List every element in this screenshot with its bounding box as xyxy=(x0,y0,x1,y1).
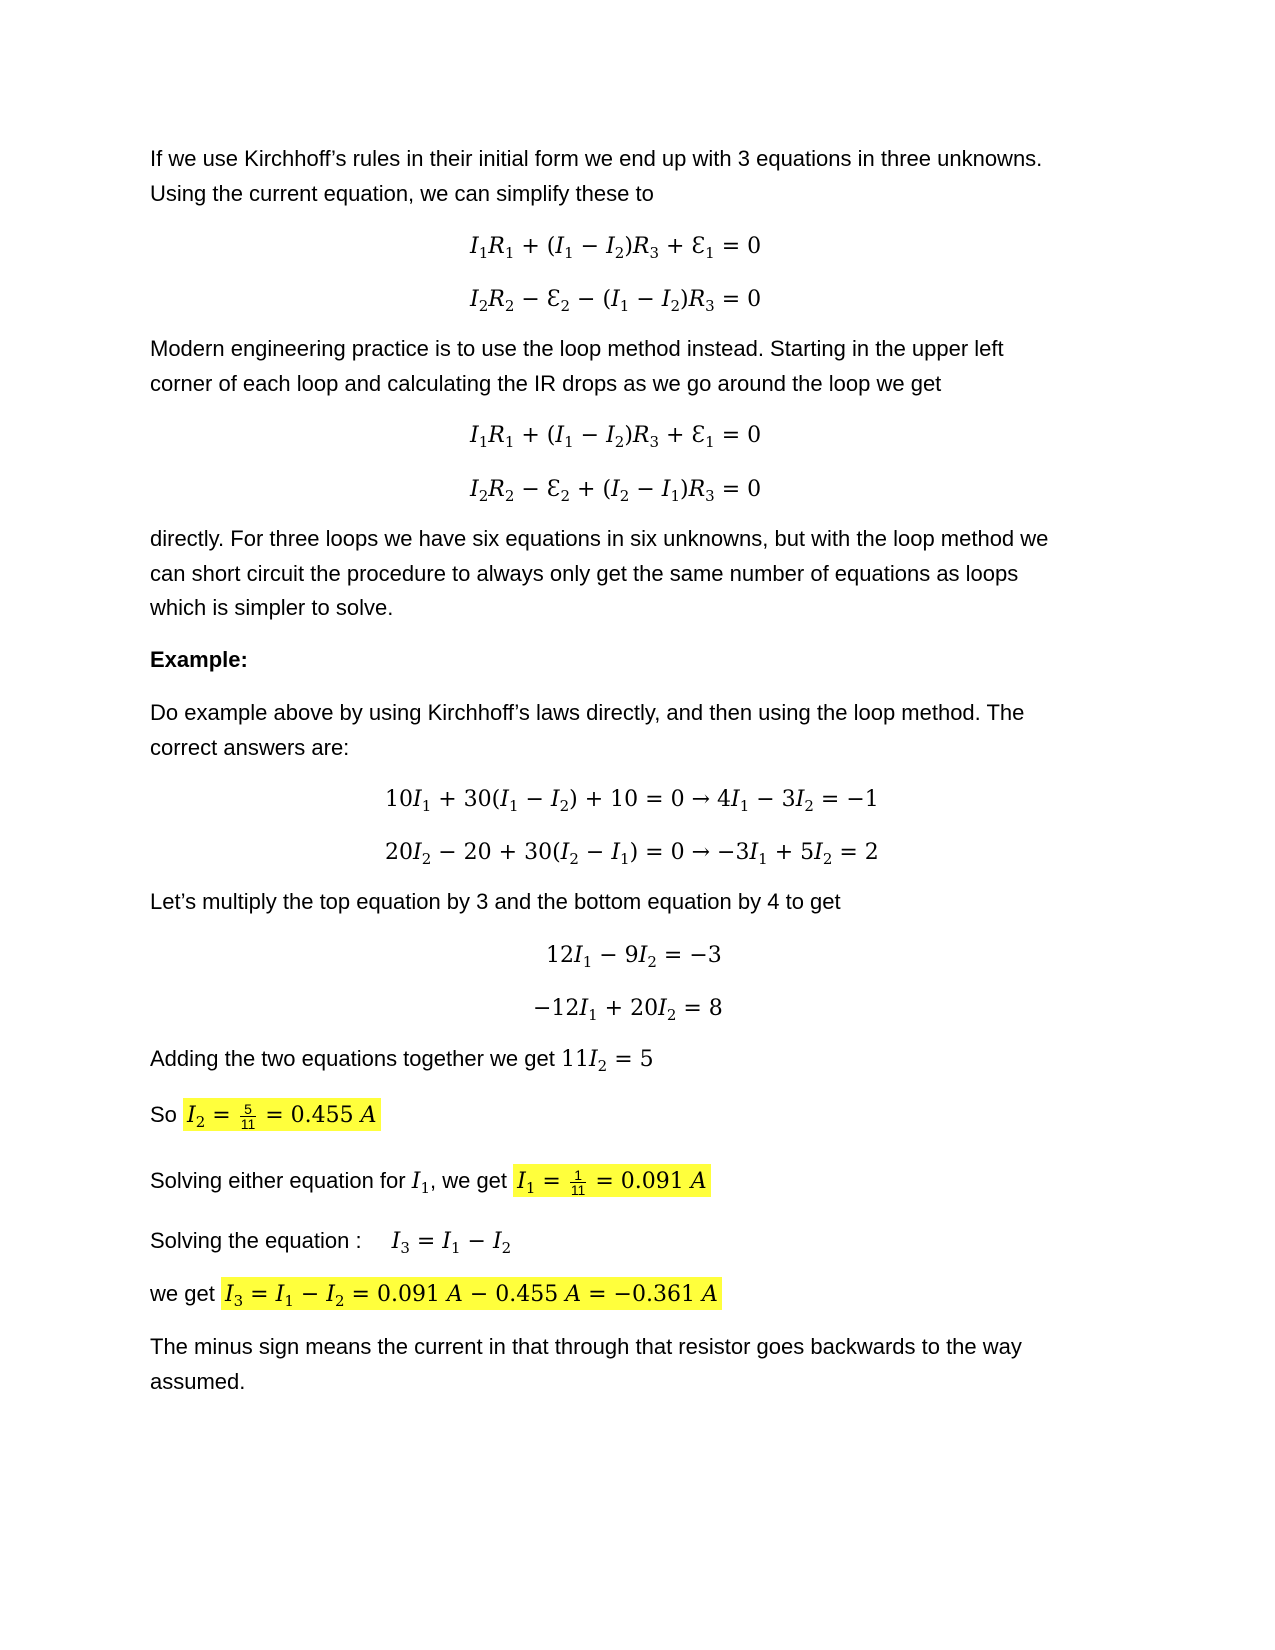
fraction-1-over-11: $\frac{1}{11}$ xyxy=(570,1166,586,1198)
example-heading: Example: xyxy=(150,647,248,672)
loop-intro-line-2: corner of each loop and calculating the IR drops as we go around the loop we get xyxy=(150,370,942,396)
directly-line-2: can short circuit the procedure to always only get the same number of equations as loops xyxy=(150,560,1019,586)
example-line-1: Do example above by using Kirchhoff’s laws directly, and then using the loop method. The xyxy=(150,700,1025,725)
directly-line-1: directly. For three loops we have six equations in six unknowns, but with the loop method we xyxy=(150,526,1049,551)
example-paragraph xyxy=(150,696,1140,765)
fraction-5-over-11: $\frac{5}{11}$ xyxy=(240,1100,256,1132)
example-line-2: correct answers are: xyxy=(150,734,350,760)
example-equation-2: $20I_2 - 20 + 30(I_2 - I_1) = 0 \to -3I_1 + 5I_2 = 2$ xyxy=(385,840,879,868)
closing-paragraph xyxy=(150,1330,1140,1399)
multiplied-equation-1: $12I_1 - 9I_2 = -3$ xyxy=(546,943,722,971)
directly-line-3: which is simpler to solve. xyxy=(150,595,394,620)
intro-paragraph xyxy=(150,142,1140,211)
loop-method-paragraph xyxy=(150,332,1140,401)
result-i3: we get $I_3 = I_1 - I_2 = 0.091$ A − 0.455 A = −0.361 A xyxy=(150,1277,1140,1313)
loop-equation-1: $I_1R_1 + (I_1 - I_2)R_3$ + $Ɛ_1 = 0$ xyxy=(470,423,762,451)
result-i3-highlight: $I_3 = I_1 - I_2 = 0.091$ A − 0.455 A = −0.361 A xyxy=(221,1277,722,1310)
result-i1: Solving either equation for $I_1$, we get $I_1$ = $\frac{1}{11}$ = 0.091 A xyxy=(150,1164,1140,1200)
loop-equation-2: $I_2R_2$ − $Ɛ_2 + (I_2 - I_1)R_3 = 0$ xyxy=(470,477,762,505)
kirchhoff-equation-2: $I_2R_2$ − $Ɛ_2 - (I_1 - I_2)R_3 = 0$ xyxy=(470,287,762,315)
multiplied-equation-2: $-12I_1 + 20I_2 = 8$ xyxy=(533,996,723,1024)
kirchhoff-equation-1: $I_1R_1 + (I_1 - I_2)R_3$ + $Ɛ_1 = 0$ xyxy=(470,234,762,262)
intro-line-2: Using the current equation, we can simplify these to xyxy=(150,180,654,206)
closing-line-1: The minus sign means the current in that through that resistor goes backwards to the way xyxy=(150,1334,1022,1359)
directly-paragraph xyxy=(150,522,1140,626)
intro-line-1: If we use Kirchhoff’s rules in their initial form we end up with 3 equations in three unknowns. xyxy=(150,146,1043,171)
adding-paragraph: Adding the two equations together we get $11I_2 = 5$ xyxy=(150,1046,654,1075)
closing-line-2: assumed. xyxy=(150,1368,246,1394)
multiply-paragraph: Let’s multiply the top equation by 3 and the bottom equation by 4 to get xyxy=(150,889,841,914)
loop-intro-line-1: Modern engineering practice is to use the loop method instead. Starting in the upper left xyxy=(150,336,1004,361)
result-i1-highlight: $I_1$ = $\frac{1}{11}$ = 0.091 A xyxy=(513,1164,711,1197)
result-i2-highlight: $I_2$ = $\frac{5}{11}$ = 0.455 A xyxy=(183,1098,381,1131)
result-i2: So $I_2$ = $\frac{5}{11}$ = 0.455 A xyxy=(150,1098,1140,1134)
solving-i3: Solving the equation : $I_3 = I_1 - I_2$ xyxy=(150,1228,512,1257)
example-equation-1: $10I_1 + 30(I_1 - I_2) + 10 = 0 \to 4I_1 - 3I_2 = -1$ xyxy=(385,787,879,815)
